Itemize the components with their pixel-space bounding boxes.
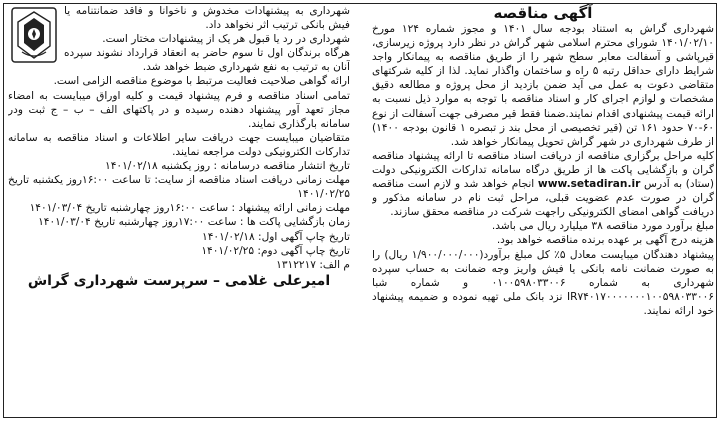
notice-date-line: زمان بازگشایی پاکت ها : ساعت ۱۷:۰۰روز چهارشنبه تاریخ ۱۴۰۱/۰۳/۰۴ — [38, 216, 350, 229]
notice-paragraph — [372, 149, 714, 219]
notice-paragraph: متقاضیان میبایست جهت دریافت سایر اطلاعات و اسناد مناقصه به سامانه تدارکات الکترونیکی دولت مراجعه نمایند. — [8, 131, 350, 158]
notice-paragraph: هرگاه برندگان اول تا سوم حاضر به انعقاد قرارداد نشوند سپرده آنان به ترتیب به نفع شهرداری ضبط خواهد شد. — [64, 47, 350, 74]
notice-date-line: مهلت زمانی دریافت اسناد مناقصه از سایت: تا ساعت ۱۶:۰۰روز یکشنبه تاریخ ۱۴۰۱/۰۲/۲۵ — [8, 174, 350, 201]
notice-date-line: م الف: ۱۳۱۲۲۱۷ — [276, 258, 350, 271]
notice-paragraph: تمامی اسناد مناقصه و فرم پیشنهاد قیمت و کلیه اوراق میبایست به امضاء مجاز تعهد آور پیشنهاد دهنده رسیده و در پاکتهای الف – ب – ج ثبت ودر سامانه بارگذاری نمایند. — [8, 89, 350, 130]
notice-paragraph: پیشنهاد دهندگان میبایست معادل ۵٪ کل مبلغ برآورد(۱/۹۰۰/۰۰۰/۰۰۰ ریال) را به صورت ضمانت نامه بانکی یا فیش واریز وجه ضمانت به حساب سپرده شهرداری به شماره ۰۱۰۰۵۹۸۰۳۳۰۰۶ و شماره شبا IR۷۴۰۱۷۰۰۰۰۰۰۰۱۰۰۵۹۸۰۳۳۰۰۶ نزد بانک ملی تهیه نموده و ضمیمه پیشنهاد خود ارائه نمایند. — [372, 248, 714, 317]
notice-right-column — [372, 4, 714, 414]
notice-date-line: تاریخ چاپ آگهی دوم: ۱۴۰۱/۰۲/۲۵ — [201, 244, 350, 257]
notice-text: انجام خواهد شد و لازم است مناقصه گران در صورت عدم عضویت قبلی، مراحل ثبت نام در سامانه مذکور و دریافت گواهی امضای الکترونیکی راجهت شرکت در مناقصه محقق سازند. — [372, 178, 714, 219]
notice-paragraph: ارائه گواهی صلاحیت فعالیت مرتبط با موضوع مناقصه الزامی است. — [53, 75, 350, 88]
notice-paragraph: شهرداری گراش به استناد بودجه سال ۱۴۰۱ و مجوز شماره ۱۲۴ مورخ ۱۴۰۱/۰۲/۱۰ شورای محترم اسلامی شهر گراش در نظر دارد پروژه زیرسازی، قیرپاشی و آسفالت معابر سطح شهر را از طریق مناقصه به پیمانکار واجد شرایط دارای حداقل رتبه ۵ راه و ساختمان واگذار نماید. لذا از کلیه شرکتهای متقاضی دعوت به عمل می آید ضمن بازدید از محل پروژه و مطالعه دقیق مشخصات و لوازم اجرای کار و اسناد مناقصه با توجه به موارد ذیل نسبت به ارائه قیمت پیشنهادی اقدام نمایند.ضمنا فقط قیر مصرفی جهت آسفالت از نوع ۶۰-۷۰ حدود ۱۶۱ تن (قیر تخصیصی از محل بند ز تبصره ۱ قانون بودجه ۱۴۰۰) از طرف شهرداری در شهر گراش تحویل پیمانکار خواهد شد. — [372, 23, 714, 148]
notice-title: آگهی مناقصه — [493, 4, 593, 22]
notice-paragraph: شهرداری در رد یا قبول هر یک از پیشنهادات مختار است. — [102, 33, 350, 46]
municipality-emblem-icon — [10, 6, 58, 64]
notice-paragraph: مبلغ برآورد مورد مناقصه ۳۸ میلیارد ریال می باشد. — [491, 220, 714, 233]
website-link[interactable]: www.setadiran.ir — [537, 178, 641, 191]
notice-date-line: تاریخ انتشار مناقصه درسامانه : روز یکشنبه ۱۴۰۱/۰۲/۱۸ — [105, 160, 350, 173]
notice-paragraph: هزینه درج آگهی بر عهده برنده مناقصه خواهد بود. — [496, 234, 714, 247]
notice-date-line: مهلت زمانی ارائه پیشنهاد : ساعت ۱۶:۰۰روز چهارشنبه تاریخ ۱۴۰۱/۰۳/۰۴ — [29, 202, 350, 215]
notice-paragraph: شهرداری به پیشنهادات مخدوش و ناخوانا و فاقد ضمانتنامه یا فیش بانکی ترتیب اثر نخواهد داد. — [64, 5, 350, 32]
signature: امیرعلی غلامی – سرپرست شهرداری گراش — [27, 272, 331, 289]
notice-left-column — [8, 4, 350, 414]
notice-date-line: تاریخ چاپ آگهی اول: ۱۴۰۱/۰۲/۱۸ — [202, 230, 350, 243]
notice-text: کلیه مراحل برگزاری مناقصه از دریافت اسناد مناقصه تا ارائه پیشنهاد مناقصه گران و بازگشایی پاکت ها از طریق درگاه سامانه تدارکات الکترونیکی دولت (ستاد) به آدرس — [372, 149, 714, 191]
